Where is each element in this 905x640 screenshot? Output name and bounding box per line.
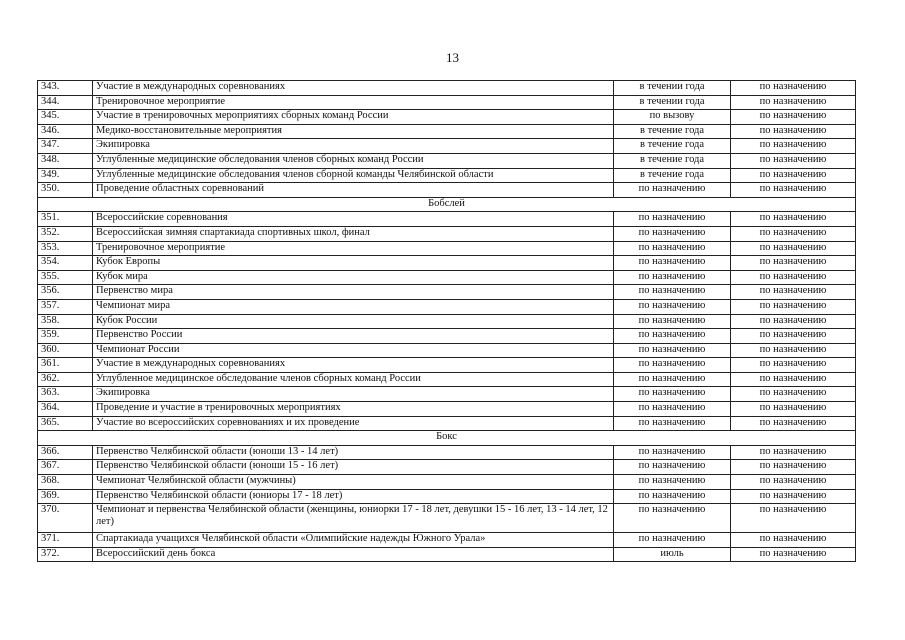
event-responsible: по назначению [731, 547, 856, 562]
event-responsible: по назначению [731, 139, 856, 154]
event-term: по назначению [614, 402, 731, 417]
table-row [38, 475, 856, 490]
event-term: по назначению [614, 314, 731, 329]
event-term: в течение года [614, 168, 731, 183]
event-responsible: по назначению [731, 183, 856, 198]
table-row [38, 358, 856, 373]
schedule-table-body [38, 81, 856, 562]
table-row [38, 372, 856, 387]
event-name: Первенство Челябинской области (юноши 13 - 14 лет) [93, 445, 614, 460]
item-number: 343. [38, 81, 93, 96]
item-number: 348. [38, 153, 93, 168]
event-responsible: по назначению [731, 110, 856, 125]
item-number: 372. [38, 547, 93, 562]
event-name: Тренировочное мероприятие [93, 241, 614, 256]
event-term: в течение года [614, 139, 731, 154]
section-row [38, 197, 856, 212]
event-term: по назначению [614, 416, 731, 431]
event-name: Проведение и участие в тренировочных мероприятиях [93, 402, 614, 417]
schedule-table [37, 80, 856, 562]
event-responsible: по назначению [731, 226, 856, 241]
event-name: Участие во всероссийских соревнованиях и их проведение [93, 416, 614, 431]
event-name: Кубок Европы [93, 256, 614, 271]
event-term: по назначению [614, 504, 731, 533]
table-row [38, 387, 856, 402]
event-name: Спартакиада учащихся Челябинской области «Олимпийские надежды Южного Урала» [93, 533, 614, 548]
event-term: по назначению [614, 183, 731, 198]
event-responsible: по назначению [731, 358, 856, 373]
event-term: в течении года [614, 95, 731, 110]
event-responsible: по назначению [731, 416, 856, 431]
event-responsible: по назначению [731, 241, 856, 256]
item-number: 351. [38, 212, 93, 227]
table-row [38, 314, 856, 329]
table-row [38, 547, 856, 562]
event-term: по назначению [614, 212, 731, 227]
item-number: 366. [38, 445, 93, 460]
event-name: Первенство мира [93, 285, 614, 300]
item-number: 368. [38, 475, 93, 490]
event-term: по назначению [614, 226, 731, 241]
item-number: 357. [38, 299, 93, 314]
event-responsible: по назначению [731, 387, 856, 402]
event-responsible: по назначению [731, 285, 856, 300]
table-row [38, 256, 856, 271]
section-title: Бокс [38, 431, 856, 446]
item-number: 354. [38, 256, 93, 271]
event-responsible: по назначению [731, 402, 856, 417]
item-number: 367. [38, 460, 93, 475]
item-number: 349. [38, 168, 93, 183]
event-name: Углубленные медицинские обследования членов сборной команды Челябинской области [93, 168, 614, 183]
event-responsible: по назначению [731, 460, 856, 475]
event-responsible: по назначению [731, 153, 856, 168]
event-name: Участие в международных соревнованиях [93, 358, 614, 373]
event-term: по назначению [614, 256, 731, 271]
item-number: 346. [38, 124, 93, 139]
item-number: 355. [38, 270, 93, 285]
event-name: Участие в международных соревнованиях [93, 81, 614, 96]
event-term: по назначению [614, 533, 731, 548]
section-row [38, 431, 856, 446]
event-responsible: по назначению [731, 489, 856, 504]
table-row [38, 299, 856, 314]
event-name: Углубленное медицинское обследование членов сборных команд России [93, 372, 614, 387]
event-name: Экипировка [93, 139, 614, 154]
event-name: Проведение областных соревнований [93, 183, 614, 198]
table-row [38, 489, 856, 504]
event-responsible: по назначению [731, 329, 856, 344]
table-row [38, 329, 856, 344]
event-name: Чемпионат и первенства Челябинской области (женщины, юниорки 17 - 18 лет, девушки 15 - 16 лет, 13 - 14 лет, 12 лет) [93, 504, 614, 533]
event-term: по назначению [614, 372, 731, 387]
event-responsible: по назначению [731, 343, 856, 358]
event-term: по назначению [614, 299, 731, 314]
table-row [38, 110, 856, 125]
event-responsible: по назначению [731, 314, 856, 329]
event-term: по назначению [614, 489, 731, 504]
page-number: 13 [446, 50, 459, 65]
item-number: 361. [38, 358, 93, 373]
table-row [38, 139, 856, 154]
table-row [38, 153, 856, 168]
event-term: в течение года [614, 124, 731, 139]
section-title: Бобслей [38, 197, 856, 212]
table-row [38, 124, 856, 139]
event-responsible: по назначению [731, 212, 856, 227]
item-number: 352. [38, 226, 93, 241]
event-responsible: по назначению [731, 475, 856, 490]
item-number: 362. [38, 372, 93, 387]
item-number: 365. [38, 416, 93, 431]
event-term: июль [614, 547, 731, 562]
table-row [38, 460, 856, 475]
event-term: по назначению [614, 475, 731, 490]
table-row [38, 504, 856, 533]
table-row [38, 445, 856, 460]
event-responsible: по назначению [731, 533, 856, 548]
event-responsible: по назначению [731, 504, 856, 533]
event-term: по назначению [614, 329, 731, 344]
event-name: Чемпионат мира [93, 299, 614, 314]
table-row [38, 226, 856, 241]
event-term: по назначению [614, 241, 731, 256]
event-name: Всероссийские соревнования [93, 212, 614, 227]
event-name: Первенство России [93, 329, 614, 344]
event-term: по назначению [614, 387, 731, 402]
table-row [38, 241, 856, 256]
item-number: 369. [38, 489, 93, 504]
event-name: Углубленные медицинские обследования членов сборных команд России [93, 153, 614, 168]
event-term: по назначению [614, 343, 731, 358]
event-responsible: по назначению [731, 168, 856, 183]
item-number: 345. [38, 110, 93, 125]
event-term: в течении года [614, 81, 731, 96]
table-row [38, 212, 856, 227]
item-number: 356. [38, 285, 93, 300]
event-responsible: по назначению [731, 95, 856, 110]
event-responsible: по назначению [731, 81, 856, 96]
event-term: в течение года [614, 153, 731, 168]
item-number: 358. [38, 314, 93, 329]
event-term: по вызову [614, 110, 731, 125]
event-name: Чемпионат Челябинской области (мужчины) [93, 475, 614, 490]
event-name: Экипировка [93, 387, 614, 402]
item-number: 347. [38, 139, 93, 154]
event-term: по назначению [614, 285, 731, 300]
table-row [38, 95, 856, 110]
event-responsible: по назначению [731, 299, 856, 314]
item-number: 350. [38, 183, 93, 198]
table-row [38, 168, 856, 183]
item-number: 360. [38, 343, 93, 358]
table-row [38, 533, 856, 548]
item-number: 370. [38, 504, 93, 533]
item-number: 353. [38, 241, 93, 256]
item-number: 371. [38, 533, 93, 548]
table-row [38, 285, 856, 300]
table-row [38, 343, 856, 358]
table-row [38, 81, 856, 96]
event-name: Тренировочное мероприятие [93, 95, 614, 110]
event-name: Первенство Челябинской области (юноши 15 - 16 лет) [93, 460, 614, 475]
event-name: Участие в тренировочных мероприятиях сборных команд России [93, 110, 614, 125]
item-number: 359. [38, 329, 93, 344]
item-number: 364. [38, 402, 93, 417]
event-responsible: по назначению [731, 124, 856, 139]
item-number: 363. [38, 387, 93, 402]
table-row [38, 416, 856, 431]
event-term: по назначению [614, 460, 731, 475]
event-term: по назначению [614, 358, 731, 373]
table-row [38, 402, 856, 417]
event-name: Кубок России [93, 314, 614, 329]
event-name: Всероссийский день бокса [93, 547, 614, 562]
event-responsible: по назначению [731, 256, 856, 271]
event-responsible: по назначению [731, 270, 856, 285]
item-number: 344. [38, 95, 93, 110]
event-name: Медико-восстановительные мероприятия [93, 124, 614, 139]
event-name: Чемпионат России [93, 343, 614, 358]
event-name: Первенство Челябинской области (юниоры 17 - 18 лет) [93, 489, 614, 504]
table-row [38, 270, 856, 285]
event-responsible: по назначению [731, 372, 856, 387]
event-responsible: по назначению [731, 445, 856, 460]
event-name: Всероссийская зимняя спартакиада спортивных школ, финал [93, 226, 614, 241]
table-row [38, 183, 856, 198]
event-term: по назначению [614, 445, 731, 460]
event-name: Кубок мира [93, 270, 614, 285]
event-term: по назначению [614, 270, 731, 285]
